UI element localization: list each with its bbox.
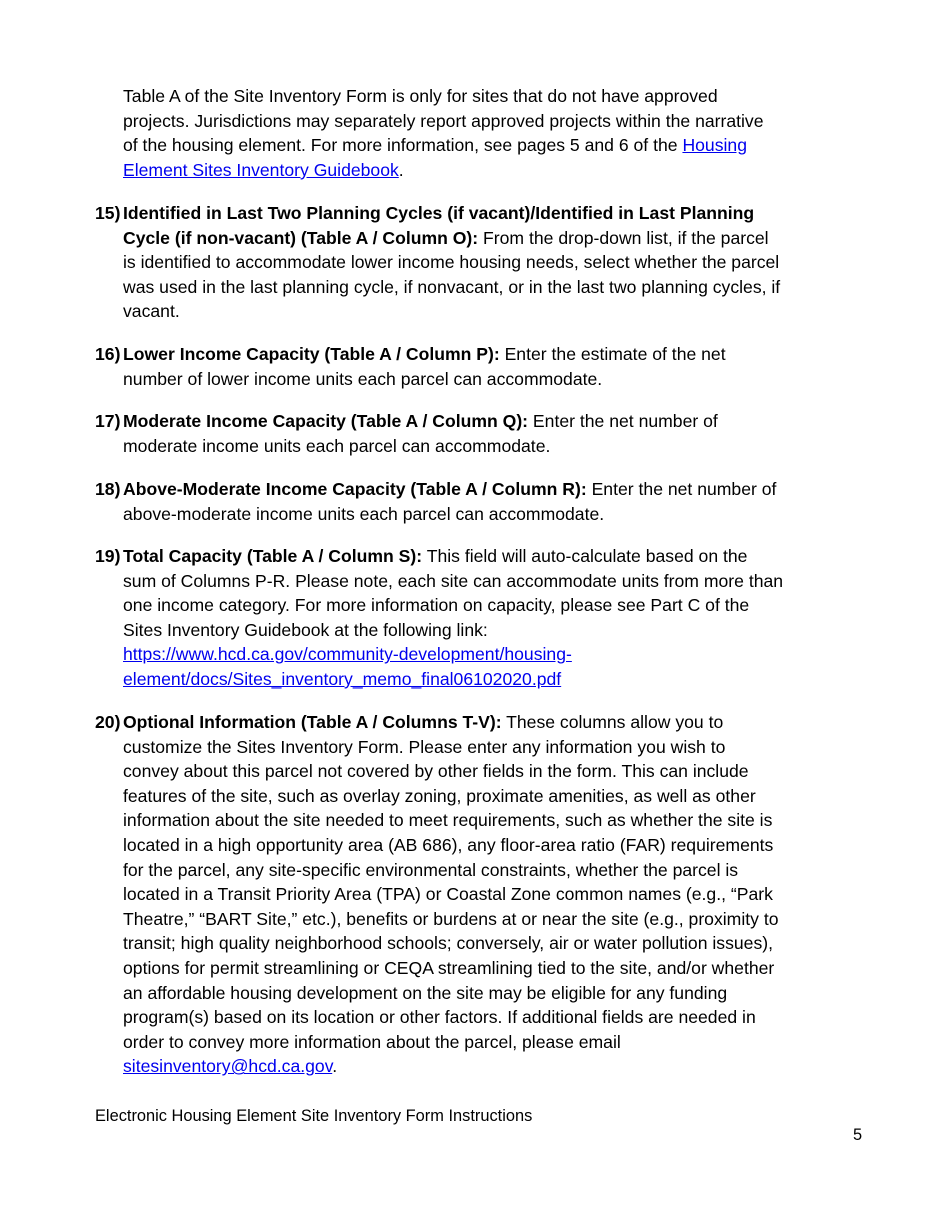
list-item-19 (95, 544, 785, 692)
guidebook-link[interactable]: Housing Element Sites Inventory Guidebook (123, 135, 747, 180)
item-heading: Optional Information (Table A / Columns T-V): (123, 712, 502, 732)
item-body: From the drop-down list, if the parcel is identified to accommodate lower income housing needs, select whether the parcel was used in the last planning cycle, if nonvacant, or in the last two planning cycles, if vacant. (123, 227, 781, 322)
item-number: 17) (95, 411, 121, 431)
intro-text: Table A of the Site Inventory Form is only for sites that do not have approved projects. Jurisdictions may separately report approved projects within the narrative of the housing element. For more information, see pages 5 and 6 of the (123, 86, 764, 156)
item-heading: Moderate Income Capacity (Table A / Column Q): (123, 411, 529, 431)
item-number: 20) (95, 712, 121, 732)
sites-inventory-memo-link[interactable] (123, 644, 572, 689)
item-heading: Lower Income Capacity (Table A / Column P): (123, 344, 500, 364)
item-body: This field will auto-calculate based on the sum of Columns P-R. Please note, each site can accommodate units from more than one income category. For more information on capacity, please see Part C of the Sites Inventory Guidebook at the following link: (123, 546, 784, 640)
item-number: 15) (95, 203, 121, 223)
page-number: 5 (853, 1126, 863, 1144)
footer-title: Electronic Housing Element Site Inventory Form Instructions (95, 1107, 533, 1125)
item-body: These columns allow you to customize the Sites Inventory Form. Please enter any information you wish to convey about this parcel not covered by other fields in the form. This can include features of the site, such as overlay zoning, proximate amenities, as well as other information about the site needed to meet requirements, such as whether the site is located in a high opportunity area (AB 686), any floor-area ratio (FAR) requirements for the parcel, any site-specific environmental constraints, whether the parcel is located in a Transit Priority Area (TPA) or Coastal Zone common names (e.g., “Park Theatre,” “BART Site,” etc.), benefits or burdens at or near the site (e.g., proximity to transit; high quality neighborhood schools; conversely, air or water pollution issues), options for permit streamlining or CEQA streamlining tied to the site, and/or whether an affordable housing development on the site may be eligible for any funding program(s) based on its location or other factors. If additional fields are needed in order to convey more information about the parcel, please email (123, 712, 779, 1052)
list-item-17 (95, 409, 785, 458)
item-body: Enter the net number of moderate income units each parcel can accommodate. (123, 411, 718, 456)
item-body: Enter the estimate of the net number of lower income units each parcel can accommodate. (123, 344, 726, 389)
item-number: 19) (95, 546, 121, 566)
list-item-18 (95, 477, 785, 526)
intro-paragraph (123, 84, 783, 182)
intro-period: . (398, 159, 404, 180)
item-heading: Identified in Last Two Planning Cycles (if vacant)/Identified in Last Planning Cycle (if non-vacant) (Table A / Column O): (123, 203, 755, 248)
memo-link-line-2: element/docs/Sites_inventory_memo_final06102020.pdf (123, 668, 562, 689)
list-item-15 (95, 201, 785, 324)
email-period: . (332, 1056, 338, 1077)
item-body: Enter the net number of above-moderate income units each parcel can accommodate. (123, 479, 777, 524)
item-heading: Above-Moderate Income Capacity (Table A / Column R): (123, 479, 587, 499)
list-item-20 (95, 710, 785, 1079)
memo-link-line-1: https://www.hcd.ca.gov/community-development/housing- (123, 644, 572, 665)
list-item-16 (95, 342, 785, 391)
item-number: 16) (95, 344, 121, 364)
item-number: 18) (95, 479, 121, 499)
item-heading: Total Capacity (Table A / Column S): (123, 546, 423, 566)
email-link[interactable]: sitesinventory@hcd.ca.gov (123, 1056, 333, 1077)
